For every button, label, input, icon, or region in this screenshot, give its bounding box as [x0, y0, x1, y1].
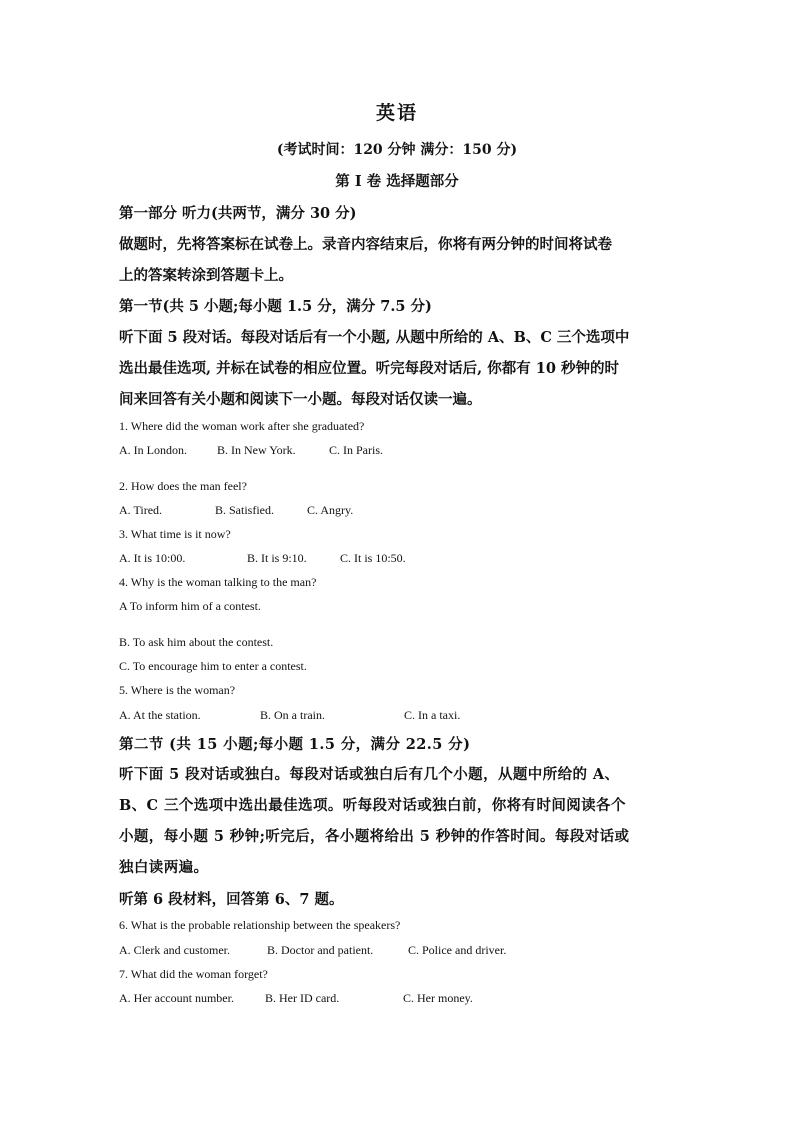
option-b: B. It is 9:10. — [247, 551, 307, 565]
exam-title: 英语 — [375, 102, 418, 124]
option-c: C. It is 10:50. — [340, 551, 406, 565]
part1-heading: 第一部分 听力(共两节，满分 30 分) — [119, 205, 357, 222]
section2-instruction-line: B、C 三个选项中选出最佳选项。听每段对话或独白前，你将有时间阅读各个 — [119, 797, 626, 814]
question-6: 6. What is the probable relationship between the speakers? — [119, 918, 401, 932]
option-a: A. Tired. — [119, 503, 163, 517]
question-4-option-a: A To inform him of a contest. — [119, 599, 261, 613]
material-heading: 听第 6 段材料，回答第 6、7 题。 — [119, 891, 344, 908]
section2-heading: 第二节 (共 15 小题;每小题 1.5 分，满分 22.5 分) — [119, 736, 471, 753]
option-c: C. In Paris. — [329, 443, 383, 457]
question-4-option-c: C. To encourage him to enter a contest. — [119, 659, 307, 673]
part1-instruction-line: 上的答案转涂到答题卡上。 — [119, 267, 293, 284]
section1-heading: 第一节(共 5 小题;每小题 1.5 分，满分 7.5 分) — [119, 298, 432, 315]
option-c: C. Her money. — [403, 991, 473, 1005]
question-4-option-b: B. To ask him about the contest. — [119, 635, 274, 649]
option-b: B. On a train. — [260, 708, 325, 722]
section2-instruction-line: 听下面 5 段对话或独白。每段对话或独白后有几个小题，从题中所给的 A、 — [119, 766, 620, 783]
option-b: B. Doctor and patient. — [267, 943, 374, 957]
section1-instruction-line: 间来回答有关小题和阅读下一小题。每段对话仅读一遍。 — [119, 391, 482, 408]
option-b: B. Satisfied. — [215, 503, 274, 517]
question-2: 2. How does the man feel? — [119, 479, 247, 493]
question-5: 5. Where is the woman? — [119, 683, 236, 697]
option-c: C. Police and driver. — [408, 943, 507, 957]
part1-instruction-line: 做题时，先将答案标在试卷上。录音内容结束后，你将有两分钟的时间将试卷 — [119, 236, 612, 253]
option-c: C. In a taxi. — [404, 708, 461, 722]
section2-instruction-line: 独白读两遍。 — [119, 859, 209, 876]
option-a: A. Her account number. — [119, 991, 234, 1005]
option-a: A. In London. — [119, 443, 187, 457]
question-4: 4. Why is the woman talking to the man? — [119, 575, 317, 589]
option-c: C. Angry. — [307, 503, 354, 517]
section1-instruction-line: 选出最佳选项, 并标在试卷的相应位置。听完每段对话后, 你都有 10 秒钟的时 — [119, 360, 619, 377]
option-a: A. Clerk and customer. — [119, 943, 230, 957]
option-b: B. Her ID card. — [265, 991, 340, 1005]
volume-heading: 第 I 卷 选择题部分 — [335, 173, 459, 190]
section2-instruction-line: 小题，每小题 5 秒钟;听完后，各小题将给出 5 秒钟的作答时间。每段对话或 — [119, 828, 630, 845]
option-a: A. At the station. — [119, 708, 201, 722]
question-1: 1. Where did the woman work after she graduated? — [119, 419, 365, 433]
exam-time-and-score: (考试时间：120 分钟 满分：150 分) — [276, 142, 518, 158]
section1-instruction-line: 听下面 5 段对话。每段对话后有一个小题, 从题中所给的 A、B、C 三个选项中 — [119, 329, 630, 346]
option-b: B. In New York. — [217, 443, 296, 457]
question-7: 7. What did the woman forget? — [119, 967, 268, 981]
question-3: 3. What time is it now? — [119, 527, 231, 541]
option-a: A. It is 10:00. — [119, 551, 186, 565]
